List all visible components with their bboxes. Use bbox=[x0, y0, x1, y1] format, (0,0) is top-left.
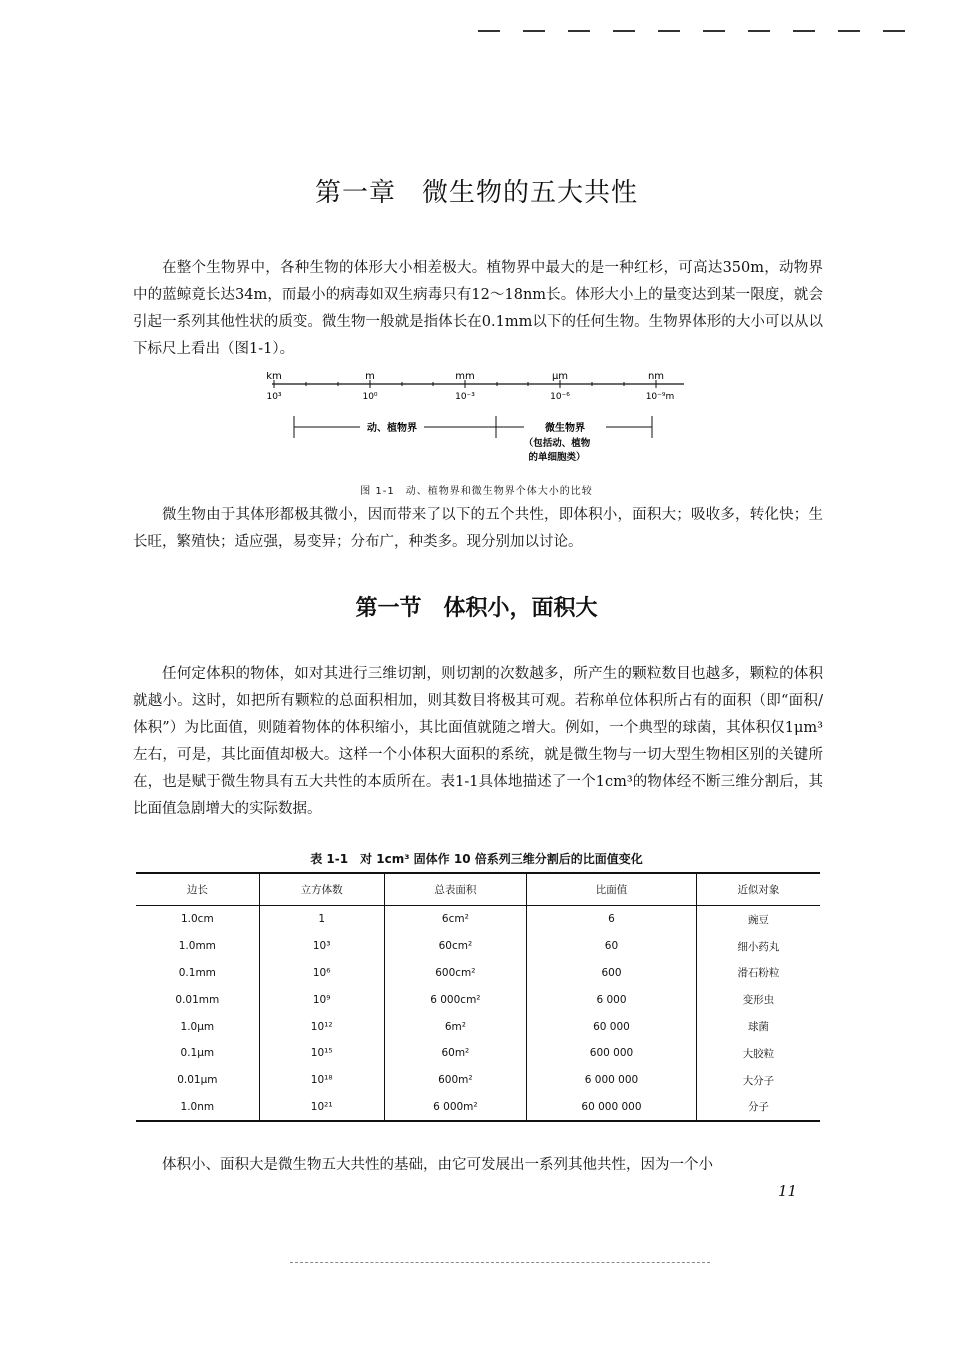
table-caption: 表 1-1 对 1cm³ 固体作 10 倍系列三维分割后的比面值变化 bbox=[310, 852, 643, 866]
table-cell: 1.0nm bbox=[136, 1094, 259, 1122]
table-cell: 600 000 bbox=[527, 1040, 697, 1067]
unit-label-mm: mm bbox=[455, 372, 475, 382]
table-cell: 6cm² bbox=[384, 906, 526, 933]
header-total-surface: 总表面积 bbox=[384, 873, 526, 906]
chapter-title bbox=[0, 172, 953, 209]
table-cell: 60 bbox=[527, 933, 697, 960]
microbe-note-line-1: （包括动、植物 bbox=[523, 438, 591, 449]
table-row bbox=[136, 1067, 820, 1094]
header-edge-length: 边长 bbox=[136, 873, 259, 906]
table-cell: 1.0mm bbox=[136, 933, 259, 960]
section-number: 第一节 bbox=[355, 596, 422, 621]
header-ratio: 比面值 bbox=[527, 873, 697, 906]
header-dash-rule bbox=[478, 30, 918, 34]
intro-paragraph: 在整个生物界中，各种生物的体形大小相差极大。植物界中最大的是一种红杉，可高达350m，动物界中的蓝鲸竟长达34m，而最小的病毒如双生病毒只有12～18nm长。体形大小上的量变达到某一限度，就会引起一系列其他性状的质变。微生物一般就是指体长在0.1mm以下的任何生物。生物界体形的大小可以从以下标尺上看出（图1-1）。 bbox=[133, 260, 823, 357]
table-cell: 60 000 bbox=[527, 1013, 697, 1040]
table-row bbox=[136, 1040, 820, 1067]
table-cell: 球菌 bbox=[747, 1021, 769, 1034]
table-cell: 1.0μm bbox=[136, 1013, 259, 1040]
table-cell: 60cm² bbox=[384, 933, 526, 960]
specific-surface-table bbox=[136, 872, 820, 1122]
table-cell: 60 000 000 bbox=[527, 1094, 697, 1122]
unit-label-nm: nm bbox=[647, 372, 665, 382]
microbe-note-line-2: 的单细胞类） bbox=[528, 452, 586, 463]
power-label-minus3: 10⁻³ bbox=[455, 392, 475, 402]
microbe-label: 微生物界 bbox=[545, 423, 585, 434]
table-cell: 600 bbox=[527, 960, 697, 987]
table-cell: 0.1mm bbox=[136, 960, 259, 987]
table-cell: 大胶粒 bbox=[742, 1047, 775, 1060]
unit-label-m: m bbox=[365, 372, 375, 382]
table-row bbox=[136, 906, 820, 933]
table-cell: 600m² bbox=[384, 1067, 526, 1094]
table-cell: 60m² bbox=[384, 1040, 526, 1067]
table-row bbox=[136, 933, 820, 960]
table-row bbox=[136, 1094, 820, 1122]
size-scale-figure bbox=[262, 372, 692, 468]
table-cell: 1 bbox=[259, 906, 384, 933]
table-cell: 6 000cm² bbox=[384, 986, 526, 1013]
table-cell: 豌豆 bbox=[747, 913, 769, 926]
unit-label-um: μm bbox=[551, 372, 569, 382]
table-row bbox=[136, 960, 820, 987]
header-approx-object: 近似对象 bbox=[696, 873, 820, 906]
table-cell: 10⁹ bbox=[259, 986, 384, 1013]
page-number: 11 bbox=[778, 1182, 798, 1200]
table-row bbox=[136, 1013, 820, 1040]
table-cell: 0.01μm bbox=[136, 1067, 259, 1094]
table-cell: 6 000 bbox=[527, 986, 697, 1013]
section-paragraph: 任何定体积的物体，如对其进行三维切割，则切割的次数越多，所产生的颗粒数目也越多，颗粒的体积就越小。这时，如把所有颗粒的总面积相加，则其数目将极其可观。若称单位体积所占有的面积（即“面积/体积”）为比面值，则随着物体的体积缩小，其比面值就随之增大。例如，一个典型的球菌，其体积仅1μm³左右，可是，其比面值却极大。这样一个小体积大面积的系统，就是微生物与一切大型生物相区别的关键所在，也是赋于微生物具有五大共性的本质所在。表1-1具体地描述了一个1cm³的物体经不断三维分割后，其比面值急剧增大的实际数据。 bbox=[133, 666, 823, 817]
table-cell: 0.01mm bbox=[136, 986, 259, 1013]
table-cell: 细小药丸 bbox=[737, 940, 780, 953]
section-title bbox=[0, 591, 953, 622]
table-header-row bbox=[136, 873, 820, 906]
section-name: 体积小，面积大 bbox=[443, 596, 598, 621]
table-cell: 6 bbox=[527, 906, 697, 933]
table-cell: 1.0cm bbox=[136, 906, 259, 933]
table-cell: 600cm² bbox=[384, 960, 526, 987]
header-cube-count: 立方体数 bbox=[259, 873, 384, 906]
summary-paragraph: 微生物由于其体形都极其微小，因而带来了以下的五个共性，即体积小，面积大；吸收多，转化快；生长旺，繁殖快；适应强，易变异；分布广，种类多。现分别加以讨论。 bbox=[133, 507, 823, 550]
data-table bbox=[136, 872, 820, 1122]
table-cell: 10¹⁵ bbox=[259, 1040, 384, 1067]
chapter-number: 第一章 bbox=[314, 178, 396, 208]
footer-rule bbox=[290, 1262, 710, 1263]
table-cell: 大分子 bbox=[742, 1074, 775, 1087]
power-label-minus9: 10⁻⁹m bbox=[645, 392, 675, 402]
table-cell: 滑石粉粒 bbox=[737, 967, 780, 980]
table-cell: 10¹⁸ bbox=[259, 1067, 384, 1094]
table-cell: 10²¹ bbox=[259, 1094, 384, 1122]
table-cell: 变形虫 bbox=[742, 994, 775, 1007]
closing-paragraph: 体积小、面积大是微生物五大共性的基础，由它可发展出一系列其他共性，因为一个小 bbox=[162, 1157, 713, 1173]
plant-animal-label: 动、植物界 bbox=[367, 423, 417, 434]
table-row bbox=[136, 986, 820, 1013]
table-cell: 6 000 000 bbox=[527, 1067, 697, 1094]
power-label-minus6: 10⁻⁶ bbox=[550, 392, 570, 402]
table-cell: 分子 bbox=[696, 1094, 820, 1122]
size-scale-svg bbox=[262, 372, 692, 468]
chapter-name: 微生物的五大共性 bbox=[422, 178, 639, 208]
table-cell: 6m² bbox=[384, 1013, 526, 1040]
figure-caption: 图 1-1 动、植物界和微生物界个体大小的比较 bbox=[360, 486, 593, 497]
table-cell: 10³ bbox=[259, 933, 384, 960]
table-cell: 10¹² bbox=[259, 1013, 384, 1040]
table-cell: 6 000m² bbox=[384, 1094, 526, 1122]
power-label-0: 10⁰ bbox=[362, 392, 378, 402]
table-cell: 10⁶ bbox=[259, 960, 384, 987]
unit-label-km: km bbox=[266, 372, 282, 382]
table-cell: 0.1μm bbox=[136, 1040, 259, 1067]
power-label-3: 10³ bbox=[266, 392, 282, 402]
